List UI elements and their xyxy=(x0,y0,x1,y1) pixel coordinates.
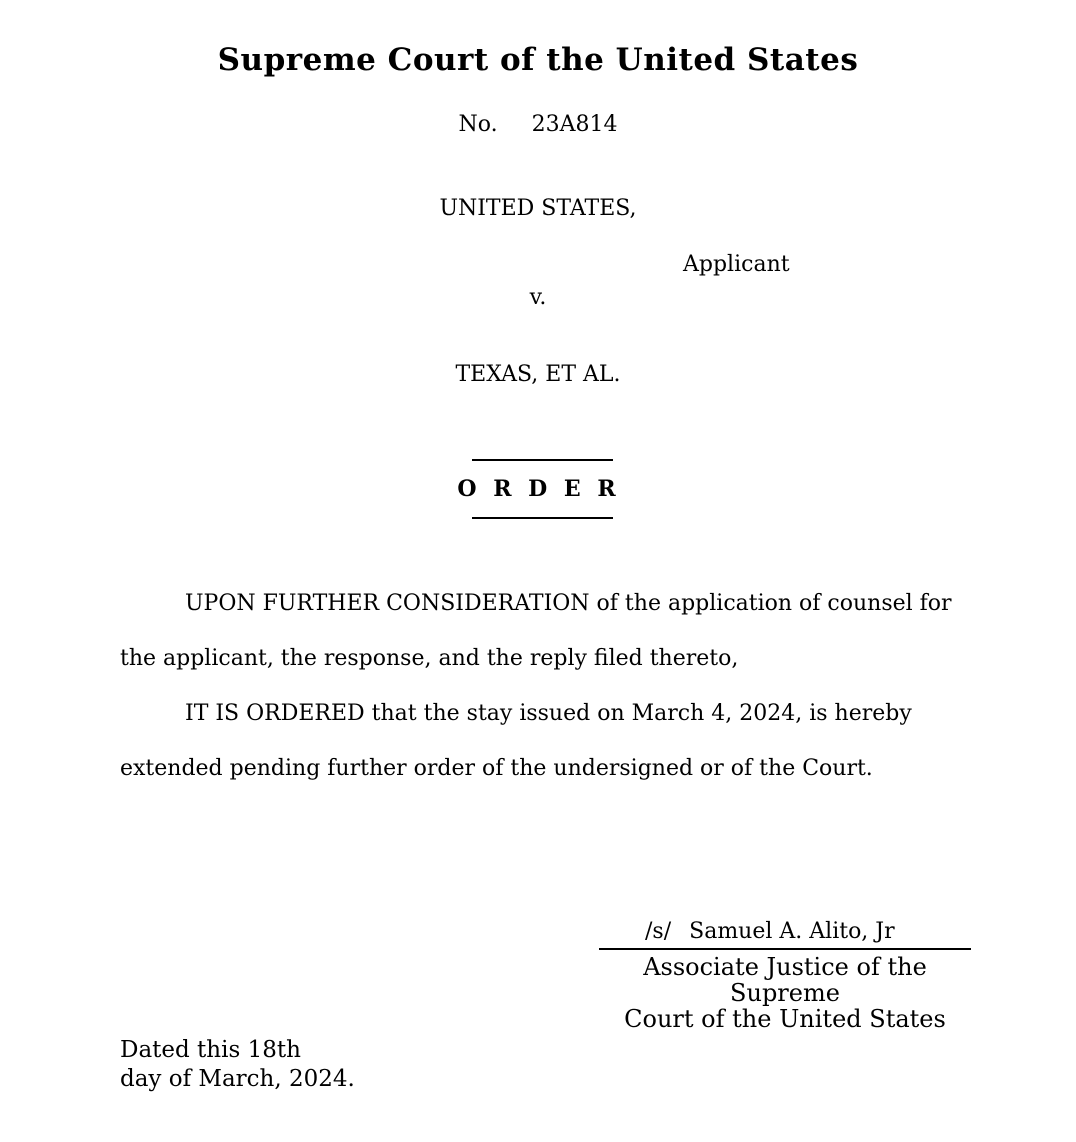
dated-block xyxy=(120,1036,355,1094)
s-slash-mark: /s/ xyxy=(645,919,672,944)
justice-signature-name: Samuel A. Alito, Jr xyxy=(689,919,895,944)
dated-line: day of March, 2024. xyxy=(120,1066,355,1092)
justice-role-line: Associate Justice of the Supreme xyxy=(643,953,927,1007)
order-heading: O R D E R xyxy=(457,476,619,502)
dated-line: Dated this 18th xyxy=(120,1037,301,1063)
versus-label: v. xyxy=(529,285,547,310)
docket-line xyxy=(0,112,1076,137)
applicant-name: UNITED STATES, xyxy=(439,196,637,221)
body-line: the applicant, the response, and the reply filed thereto, xyxy=(120,646,739,671)
respondent-name: TEXAS, ET AL. xyxy=(455,362,621,387)
signature-line xyxy=(599,919,971,950)
order-body-text xyxy=(120,576,980,796)
docket-no-label: No. xyxy=(458,112,498,137)
body-line: IT IS ORDERED that the stay issued on March 4, 2024, is hereby xyxy=(185,701,912,726)
order-heading-rule-top xyxy=(472,459,613,461)
court-title: Supreme Court of the United States xyxy=(217,42,859,78)
justice-role-title xyxy=(599,954,971,1032)
docket-number-value: 23A814 xyxy=(531,112,618,137)
order-heading-rule-bottom xyxy=(472,517,613,519)
justice-role-line: Court of the United States xyxy=(624,1005,946,1033)
applicant-role-label: Applicant xyxy=(683,252,790,277)
body-line: extended pending further order of the undersigned or of the Court. xyxy=(120,756,873,781)
body-line: UPON FURTHER CONSIDERATION of the application of counsel for xyxy=(185,591,952,616)
